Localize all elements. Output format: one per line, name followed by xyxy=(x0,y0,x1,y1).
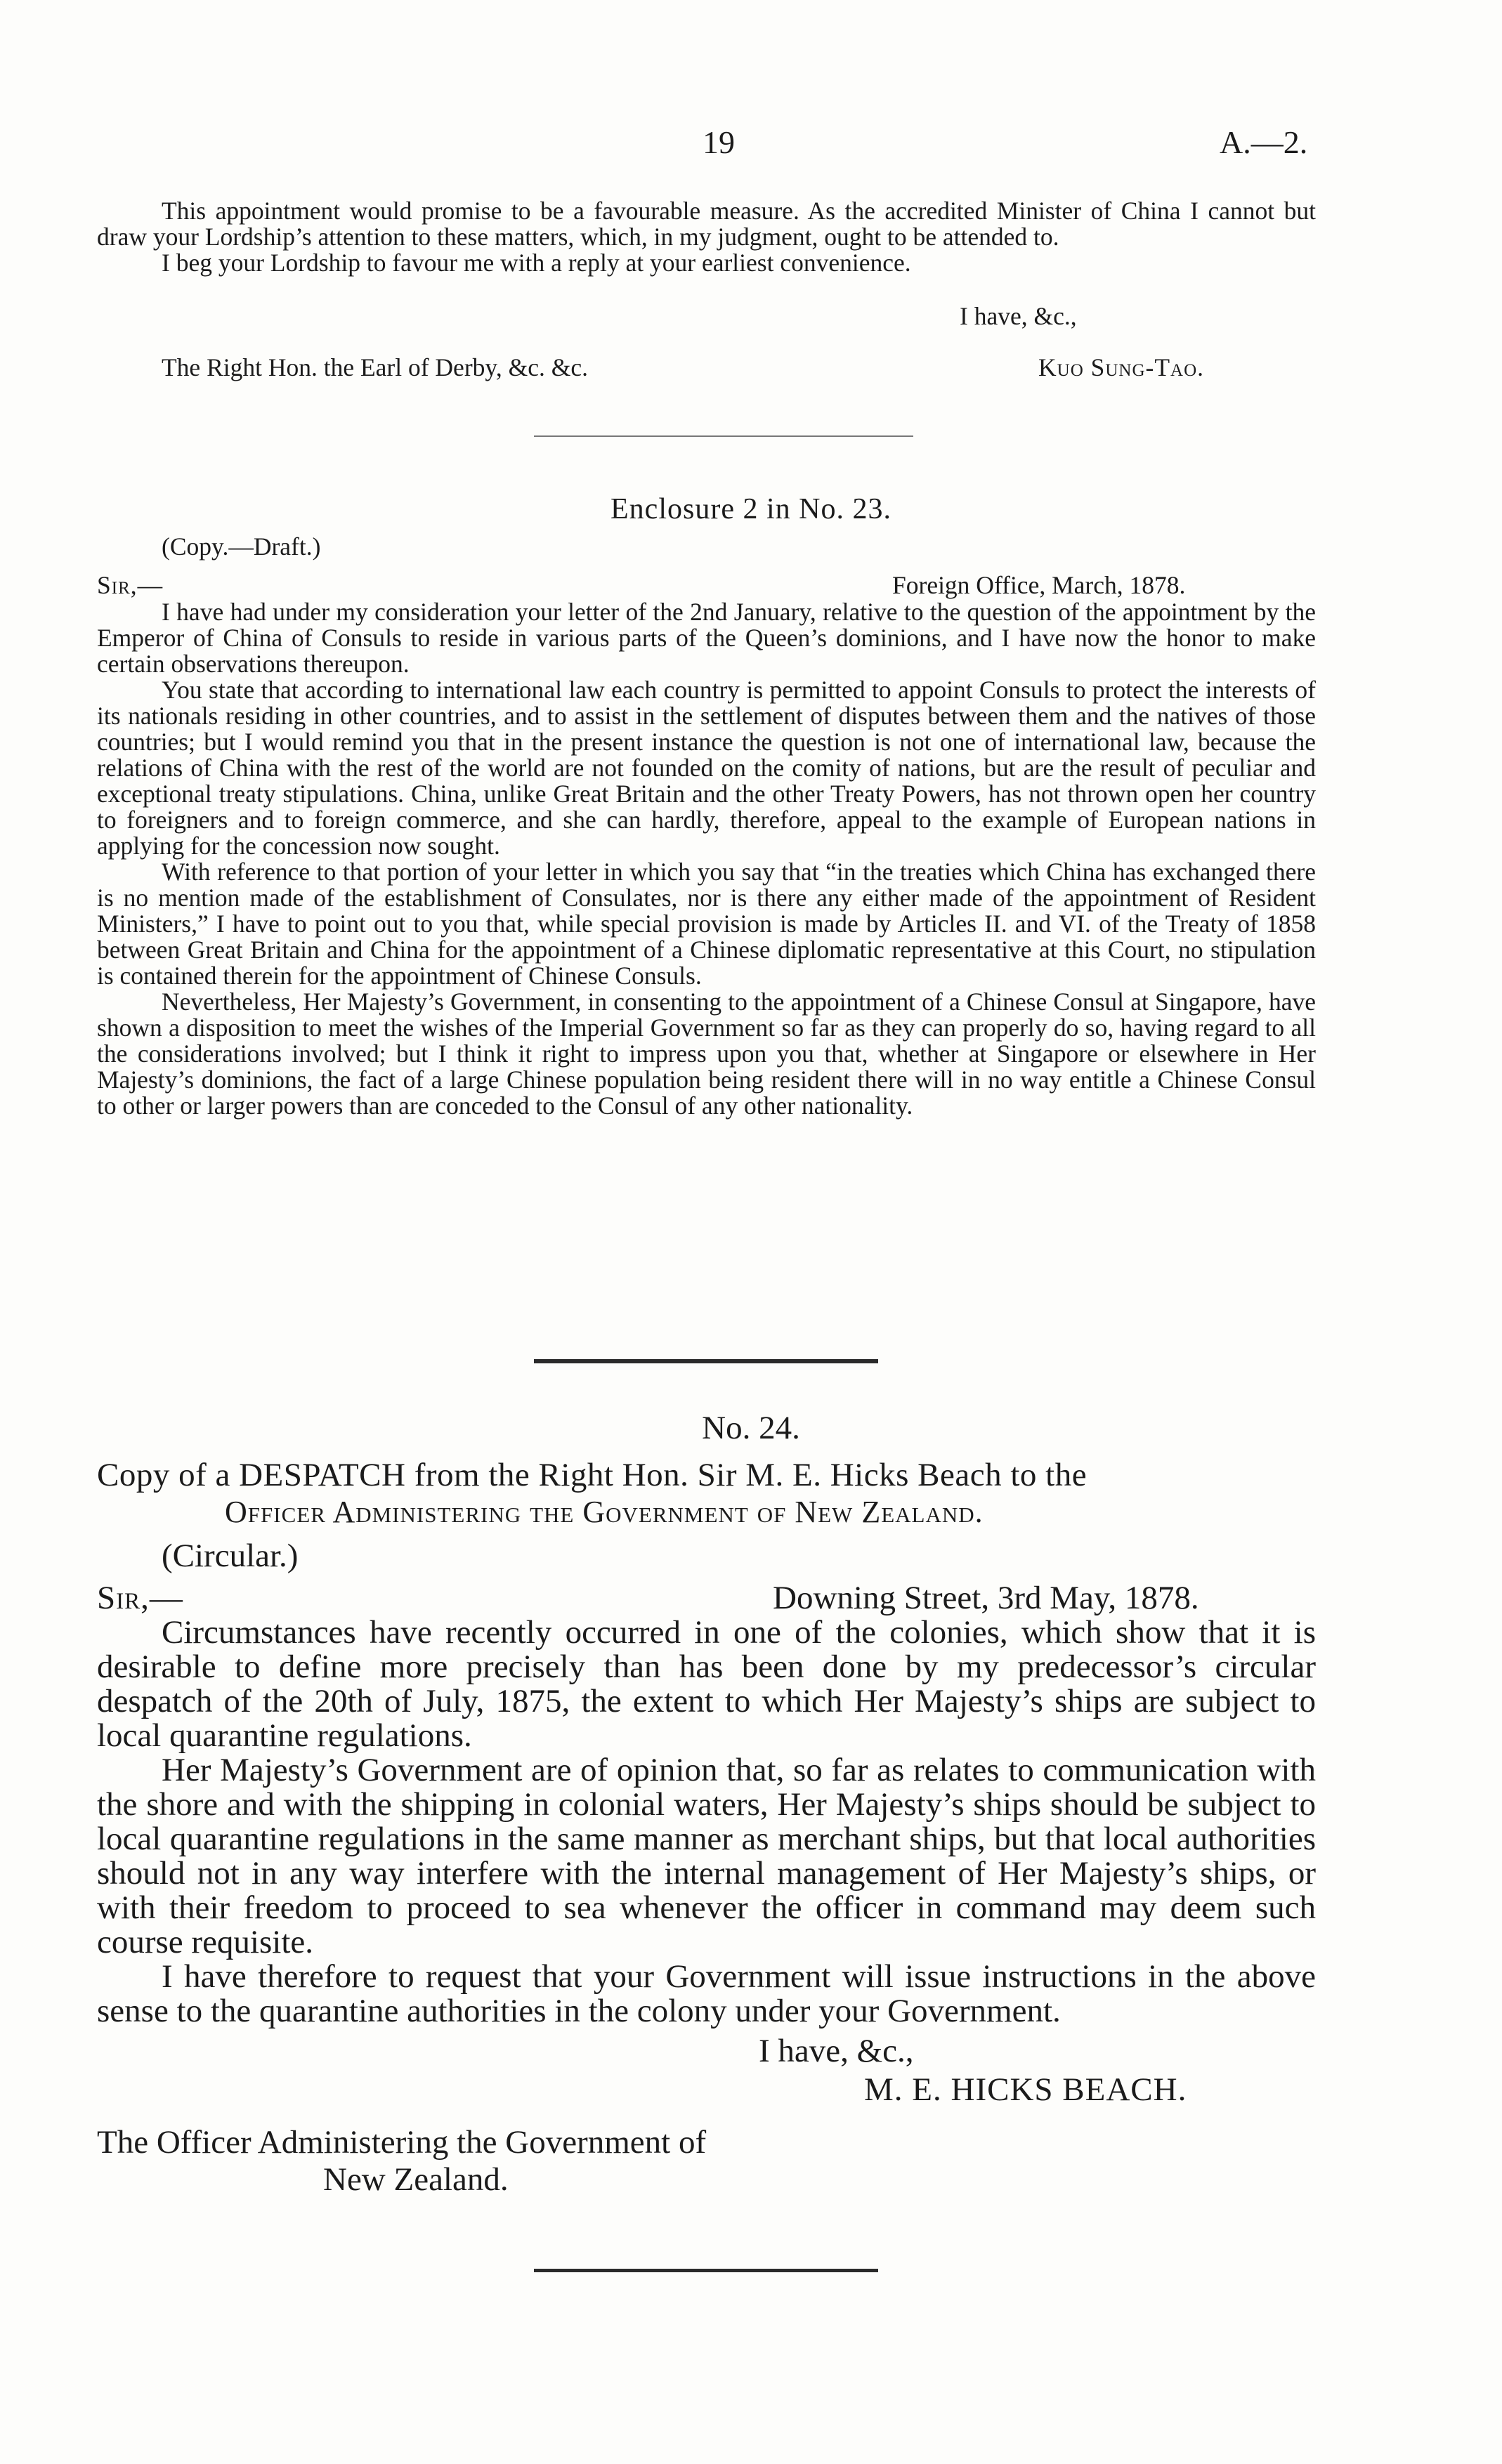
document-code: A.—2. xyxy=(1220,124,1308,160)
despatch-paragraph-3: I have therefore to request that your Government will issue instructions in the above sense to the quarantine authorities in the colony under your Government. xyxy=(97,1958,1316,2029)
closing-sign-off: I have, &c., xyxy=(960,302,1077,330)
despatch-place-date: Downing Street, 3rd May, 1878. xyxy=(773,1580,1199,1616)
enclosure-paragraph-4: Nevertheless, Her Majesty’s Government, in consenting to the appointment of a Chinese Consul at Singapore, have shown a disposition to meet the wishes of the Imperial Government so far as they can properly do so, having regard to all the considerations involved; but I think it right to impress upon you that, whether at Singapore or elsewhere in Her Majesty’s dominions, the fact of a large Chinese population being resident there will in no way entitle a Chinese Consul to other or larger powers than are conceded to the Consul of any other nationality. xyxy=(97,988,1316,1120)
page-number: 19 xyxy=(703,124,735,160)
despatch-signature: M. E. HICKS BEACH. xyxy=(864,2071,1187,2108)
enclosure-heading: Enclosure 2 in No. 23. xyxy=(610,493,892,525)
despatch-addressee-line-1: The Officer Administering the Government of xyxy=(97,2124,707,2161)
despatch-paragraph-2: Her Majesty’s Government are of opinion that, so far as relates to communication with the shore and with the shipping in colonial waters, Her Majesty’s ships should be subject to local quarantine regulations in the same manner as merchant ships, but that local authorities should not in any way interfere with the internal management of Her Majesty’s ships, or with their freedom to proceed to sea whenever the officer in command may deem such course requisite. xyxy=(97,1752,1316,1960)
despatch-circular-note: (Circular.) xyxy=(162,1538,299,1574)
despatch-title-line-2: Officer Administering the Government of New Zealand. xyxy=(225,1495,984,1529)
section-divider-3 xyxy=(534,2269,878,2272)
enclosure-salutation: Sir,— xyxy=(97,571,164,599)
despatch-addressee-line-2: New Zealand. xyxy=(323,2161,509,2198)
enclosure-paragraph-1: I have had under my consideration your letter of the 2nd January, relative to the question of the appointment by the Emperor of China of Consuls to reside in various parts of the Queen’s dominions, and I have now the honor to make certain observations thereupon. xyxy=(97,598,1316,678)
closing-paragraph-2: I beg your Lordship to favour me with a reply at your earliest convenience. xyxy=(162,249,911,277)
enclosure-body xyxy=(97,599,1316,1119)
despatch-title-line-1: Copy of a DESPATCH from the Right Hon. Sir M. E. Hicks Beach to the xyxy=(97,1457,1088,1493)
enclosure-place-date: Foreign Office, March, 1878. xyxy=(892,571,1186,599)
closing-addressee: The Right Hon. the Earl of Derby, &c. &c. xyxy=(162,353,588,381)
despatch-salutation: Sir,— xyxy=(97,1580,183,1616)
despatch-number: No. 24. xyxy=(702,1410,800,1446)
closing-signature: Kuo Sung-Tao. xyxy=(1038,353,1205,381)
enclosure-paragraph-2: You state that according to international law each country is permitted to appoint Consuls to protect the interests of its nationals residing in other countries, and to assist in the settlement of disputes between them and the natives of those countries; but I would remind you that in the present instance the question is not one of international law, because the relations of China with the rest of the world are not founded on the comity of nations, but are the result of peculiar and exceptional treaty stipulations. China, unlike Great Britain and the other Treaty Powers, has not thrown open her country to foreigners and to foreign commerce, and she can hardly, therefore, appeal to the example of European nations in applying for the concession now sought. xyxy=(97,676,1316,860)
closing-letter-body xyxy=(97,198,1316,276)
section-divider-1 xyxy=(534,435,913,437)
despatch-paragraph-1: Circumstances have recently occurred in one of the colonies, which show that it is desirable to define more precisely than has been done by my predecessor’s circular despatch of the 20th of July, 1875, the extent to which Her Majesty’s ships are subject to local quarantine regulations. xyxy=(97,1614,1316,1754)
enclosure-paragraph-3: With reference to that portion of your letter in which you say that “in the treaties which China has exchanged there is no mention made of the establishment of Consulates, nor is there any either made of the appointment of Resident Ministers,” I have to point out to you that, while special provision is made by Articles II. and VI. of the Treaty of 1858 between Great Britain and China for the appointment of a Chinese diplomatic representative at this Court, no stipulation is contained therein for the appointment of Chinese Consuls. xyxy=(97,858,1316,990)
despatch-sign-off: I have, &c., xyxy=(759,2033,914,2069)
section-divider-2 xyxy=(534,1359,878,1363)
closing-paragraph-1: This appointment would promise to be a favourable measure. As the accredited Minister of China I cannot but draw your Lordship’s attention to these matters, which, in my judgment, ought to be attended to. xyxy=(97,197,1316,251)
enclosure-copy-note: (Copy.—Draft.) xyxy=(162,532,321,561)
despatch-body xyxy=(97,1616,1316,2029)
